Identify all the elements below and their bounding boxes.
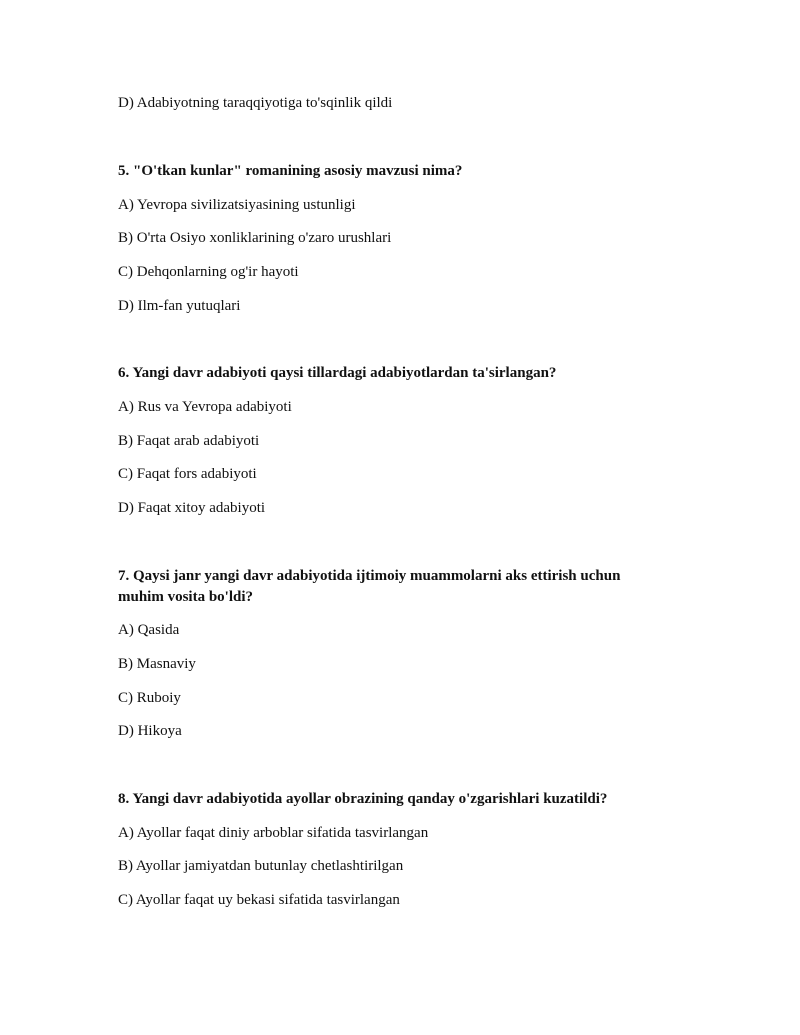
answer-option: D) Faqat xitoy adabiyoti bbox=[118, 500, 266, 516]
question-8: 8. Yangi davr adabiyotida ayollar obrazining qanday o'zgarishlari kuzatildi? bbox=[118, 791, 608, 807]
answer-option: D) Adabiyotning taraqqiyotiga to'sqinlik qildi bbox=[118, 95, 393, 111]
answer-option: B) Faqat arab adabiyoti bbox=[118, 433, 260, 449]
question-6: 6. Yangi davr adabiyoti qaysi tillardagi adabiyotlardan ta'sirlangan? bbox=[118, 365, 557, 381]
answer-option: B) O'rta Osiyo xonliklarining o'zaro urushlari bbox=[118, 230, 392, 246]
answer-option: A) Rus va Yevropa adabiyoti bbox=[118, 399, 292, 415]
answer-option: A) Qasida bbox=[118, 622, 180, 638]
question-5: 5. "O'tkan kunlar" romanining asosiy mavzusi nima? bbox=[118, 163, 463, 179]
answer-option: C) Dehqonlarning og'ir hayoti bbox=[118, 264, 299, 280]
answer-option: B) Ayollar jamiyatdan butunlay chetlashtirilgan bbox=[118, 858, 404, 874]
answer-option: B) Masnaviy bbox=[118, 656, 196, 672]
question-7: 7. Qaysi janr yangi davr adabiyotida ijtimoiy muammolarni aks ettirish uchun bbox=[118, 568, 621, 584]
answer-option: C) Ayollar faqat uy bekasi sifatida tasvirlangan bbox=[118, 892, 400, 908]
question-7-continued: muhim vosita bo'ldi? bbox=[118, 589, 254, 605]
answer-option: D) Hikoya bbox=[118, 723, 182, 739]
answer-option: C) Faqat fors adabiyoti bbox=[118, 466, 257, 482]
answer-option: A) Ayollar faqat diniy arboblar sifatida tasvirlangan bbox=[118, 825, 429, 841]
answer-option: D) Ilm-fan yutuqlari bbox=[118, 298, 241, 314]
answer-option: C) Ruboiy bbox=[118, 690, 181, 706]
answer-option: A) Yevropa sivilizatsiyasining ustunligi bbox=[118, 197, 356, 213]
